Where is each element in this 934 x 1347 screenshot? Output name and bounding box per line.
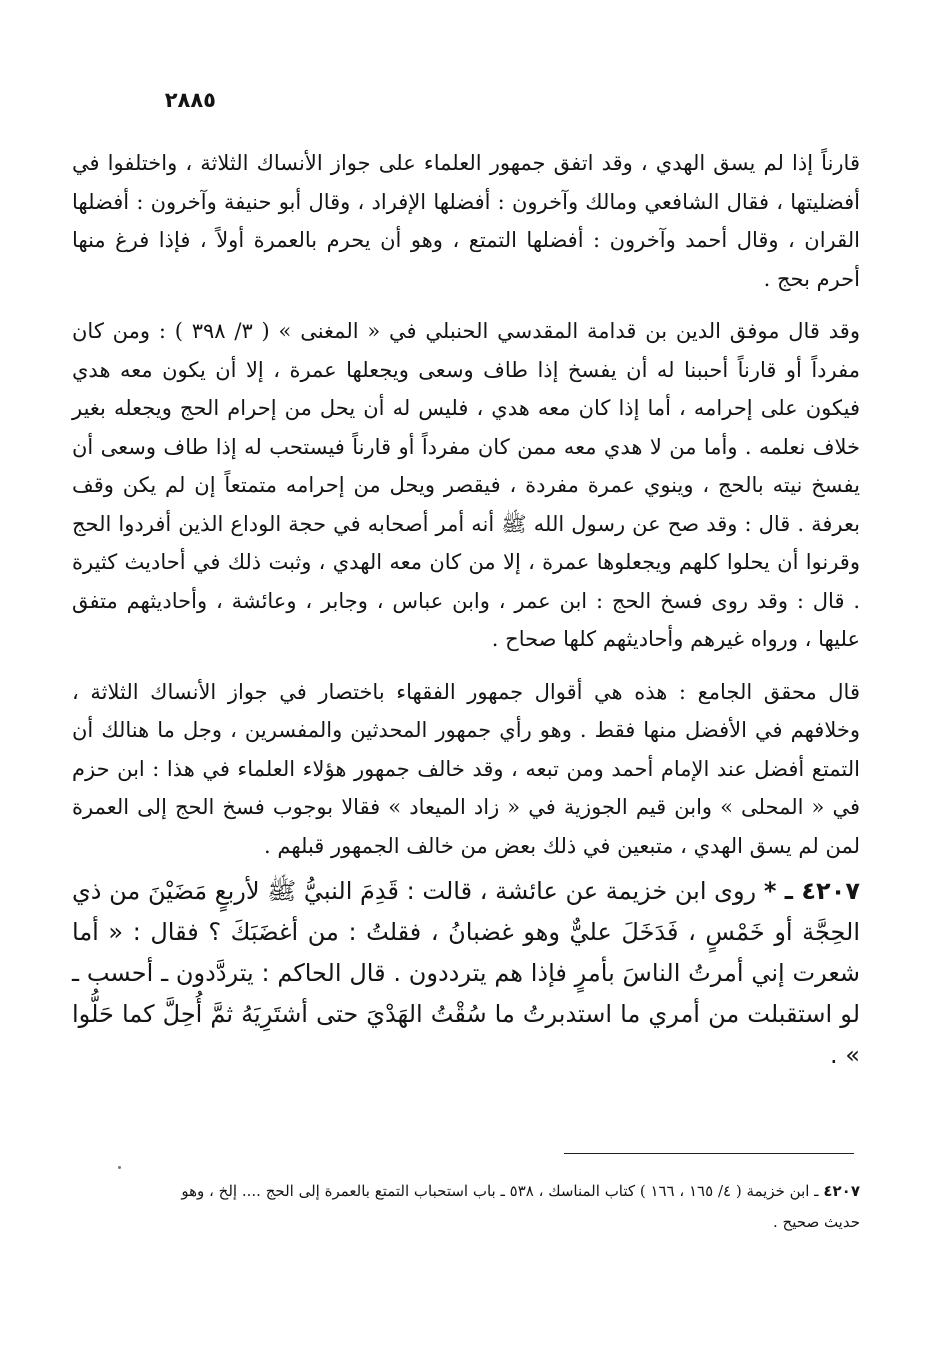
hadith-text: روى ابن خزيمة عن عائشة ، قالت : قَدِمَ النبيُّ ﷺ لأربعٍ مَضَيْنَ من ذي الحِجَّة أو خَمْسٍ ، فَدَخَلَ عليٌّ وهو غضبانُ ، فقلتُ : من أغضَبَكَ ؟ فقال : « أما شعرت إني أمرتُ الناسَ بأمرٍ فإذا هم يترددون . قال الحاكم : يتردَّدون ـ أحسب ـ لو استقبلت من أمري ما استدبرتُ ما سُقْتُ الهَدْيَ حتى أشتَرِيَهُ ثمَّ أُحِلَّ كما حَلُّوا » . [72, 877, 860, 1069]
hadith-number: ٤٢٠٧ ـ * [763, 877, 860, 905]
paragraph-3: قال محقق الجامع : هذه هي أقوال جمهور الفقهاء باختصار في جواز الأنساك الثلاثة ، وخلافهم في الأفضل منها فقط . وهو رأي جمهور المحدثين والمفسرين ، وجل ما هنالك أن التمتع أفضل عند الإمام أحمد ومن تبعه ، وقد خالف جمهور هؤلاء العلماء في هذا : ابن حزم في « المحلى » وابن قيم الجوزية في « زاد الميعاد » فقالا بوجوب فسخ الحج إلى العمرة لمن لم يسق الهدي ، متبعين في ذلك بعض من خالف الجمهور قبلهم . [72, 679, 860, 858]
page-number: ٢٨٨٥ [164, 88, 216, 112]
scan-speck [118, 1166, 121, 1169]
paragraph-2: وقد قال موفق الدين بن قدامة المقدسي الحنبلي في « المغنى » ( ٣/ ٣٩٨ ) : ومن كان مفرداً أو قارناً أحببنا له أن يفسخ إذا طاف وسعى ويجعلها عمرة ، إلا أن يكون معه هدي فيكون على إحرامه ، أما إذا كان معه هدي ، فليس له أن يحل من إحرام الحج ويجعله بغير خلاف نعلمه . وأما من لا هدي معه ممن كان مفرداً أو قارناً فيستحب له إذا طاف وسعى أن يفسخ نيته بالحج ، وينوي عمرة مفردة ، فيقصر ويحل من إحرامه متمتعاً إن لم يكن وقف بعرفة . قال : وقد صح عن رسول الله ﷺ أنه أمر أصحابه في حجة الوداع الذين أفردوا الحج وقرنوا أن يحلوا كلهم ويجعلوها عمرة ، إلا من كان معه الهدي ، وثبت ذلك في أحاديث كثيرة . قال : وقد روى فسخ الحج : ابن عمر ، وابن عباس ، وجابر ، وعائشة ، وأحاديثهم متفق عليها ، ورواه غيرهم وأحاديثهم كلها صحاح . [72, 319, 860, 651]
footnote-separator [564, 1153, 854, 1154]
paragraph-1: قارناً إذا لم يسق الهدي ، وقد اتفق جمهور العلماء على جواز الأنساك الثلاثة ، واختلفوا في أفضليتها ، فقال الشافعي ومالك وآخرون : أفضلها الإفراد ، وقال أبو حنيفة وآخرون : أفضلها القران ، وقال أحمد وآخرون : أفضلها التمتع ، وهو أن يحرم بالعمرة أولاً ، فإذا فرغ منها أحرم بحج . [72, 151, 860, 291]
hadith-entry [72, 871, 860, 1076]
footnote-text: ـ ابن خزيمة ( ٤/ ١٦٥ ، ١٦٦ ) كتاب المناسك ، ٥٣٨ ـ باب استحباب التمتع بالعمرة إلى الحج .... إلخ ، وهو حديث صحيح . [181, 1182, 860, 1231]
footnote-number: ٤٢٠٧ [823, 1182, 860, 1200]
footnote [150, 1176, 860, 1238]
main-text [72, 144, 860, 1076]
